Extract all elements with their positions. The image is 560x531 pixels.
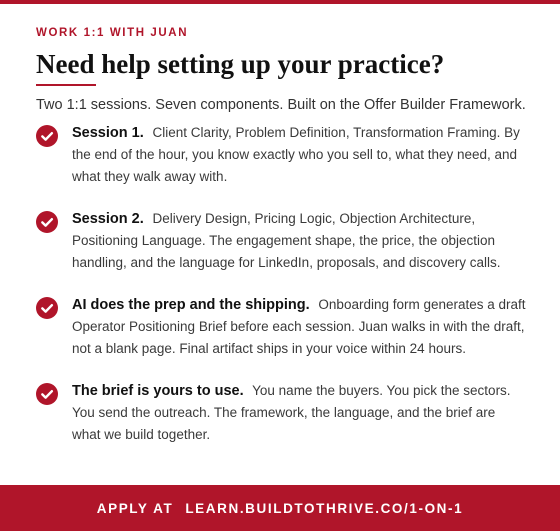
list-item-session-2 [36,208,526,274]
apply-footer-banner[interactable] [0,485,560,531]
top-accent-rule [0,0,560,4]
item-heading: AI does the prep and the shipping. [72,297,310,313]
benefits-list [36,122,526,466]
item-body: Delivery Design, Pricing Logic, Objection Architecture, Positioning Language. The engagement shape, the price, the objection handling, and the language for LinkedIn, proposals, and discovery calls. [72,211,501,270]
item-body: Onboarding form generates a draft Operator Positioning Brief before each session. Juan walks in with the draft, not a blank page. Final artifact ships in your voice within 24 hours. [72,297,526,356]
footer-apply-label: APPLY AT [96,500,174,516]
check-circle-icon [36,297,58,319]
item-body: Client Clarity, Problem Definition, Transformation Framing. By the end of the hour, you know exactly who you sell to, what they need, and what they walk away with. [72,125,520,184]
title-underline [36,84,96,86]
list-item-ai-prep [36,294,526,360]
check-circle-icon [36,125,58,147]
list-item-brief-yours [36,380,526,446]
check-circle-icon [36,211,58,233]
eyebrow-label: WORK 1:1 WITH JUAN [36,27,189,39]
list-item-session-1 [36,122,526,188]
subtitle: Two 1:1 sessions. Seven components. Built on the Offer Builder Framework. [36,97,526,113]
item-heading: The brief is yours to use. [72,383,244,399]
apply-url-link[interactable]: LEARN.BUILDTOTHRIVE.CO/1-ON-1 [185,500,464,516]
page-title: Need help setting up your practice? [36,49,445,79]
item-heading: Session 1. [72,125,144,141]
item-body: You name the buyers. You pick the sectors. You send the outreach. The framework, the language, and the brief are what we build together. [72,383,511,442]
check-circle-icon [36,383,58,405]
item-heading: Session 2. [72,211,144,227]
